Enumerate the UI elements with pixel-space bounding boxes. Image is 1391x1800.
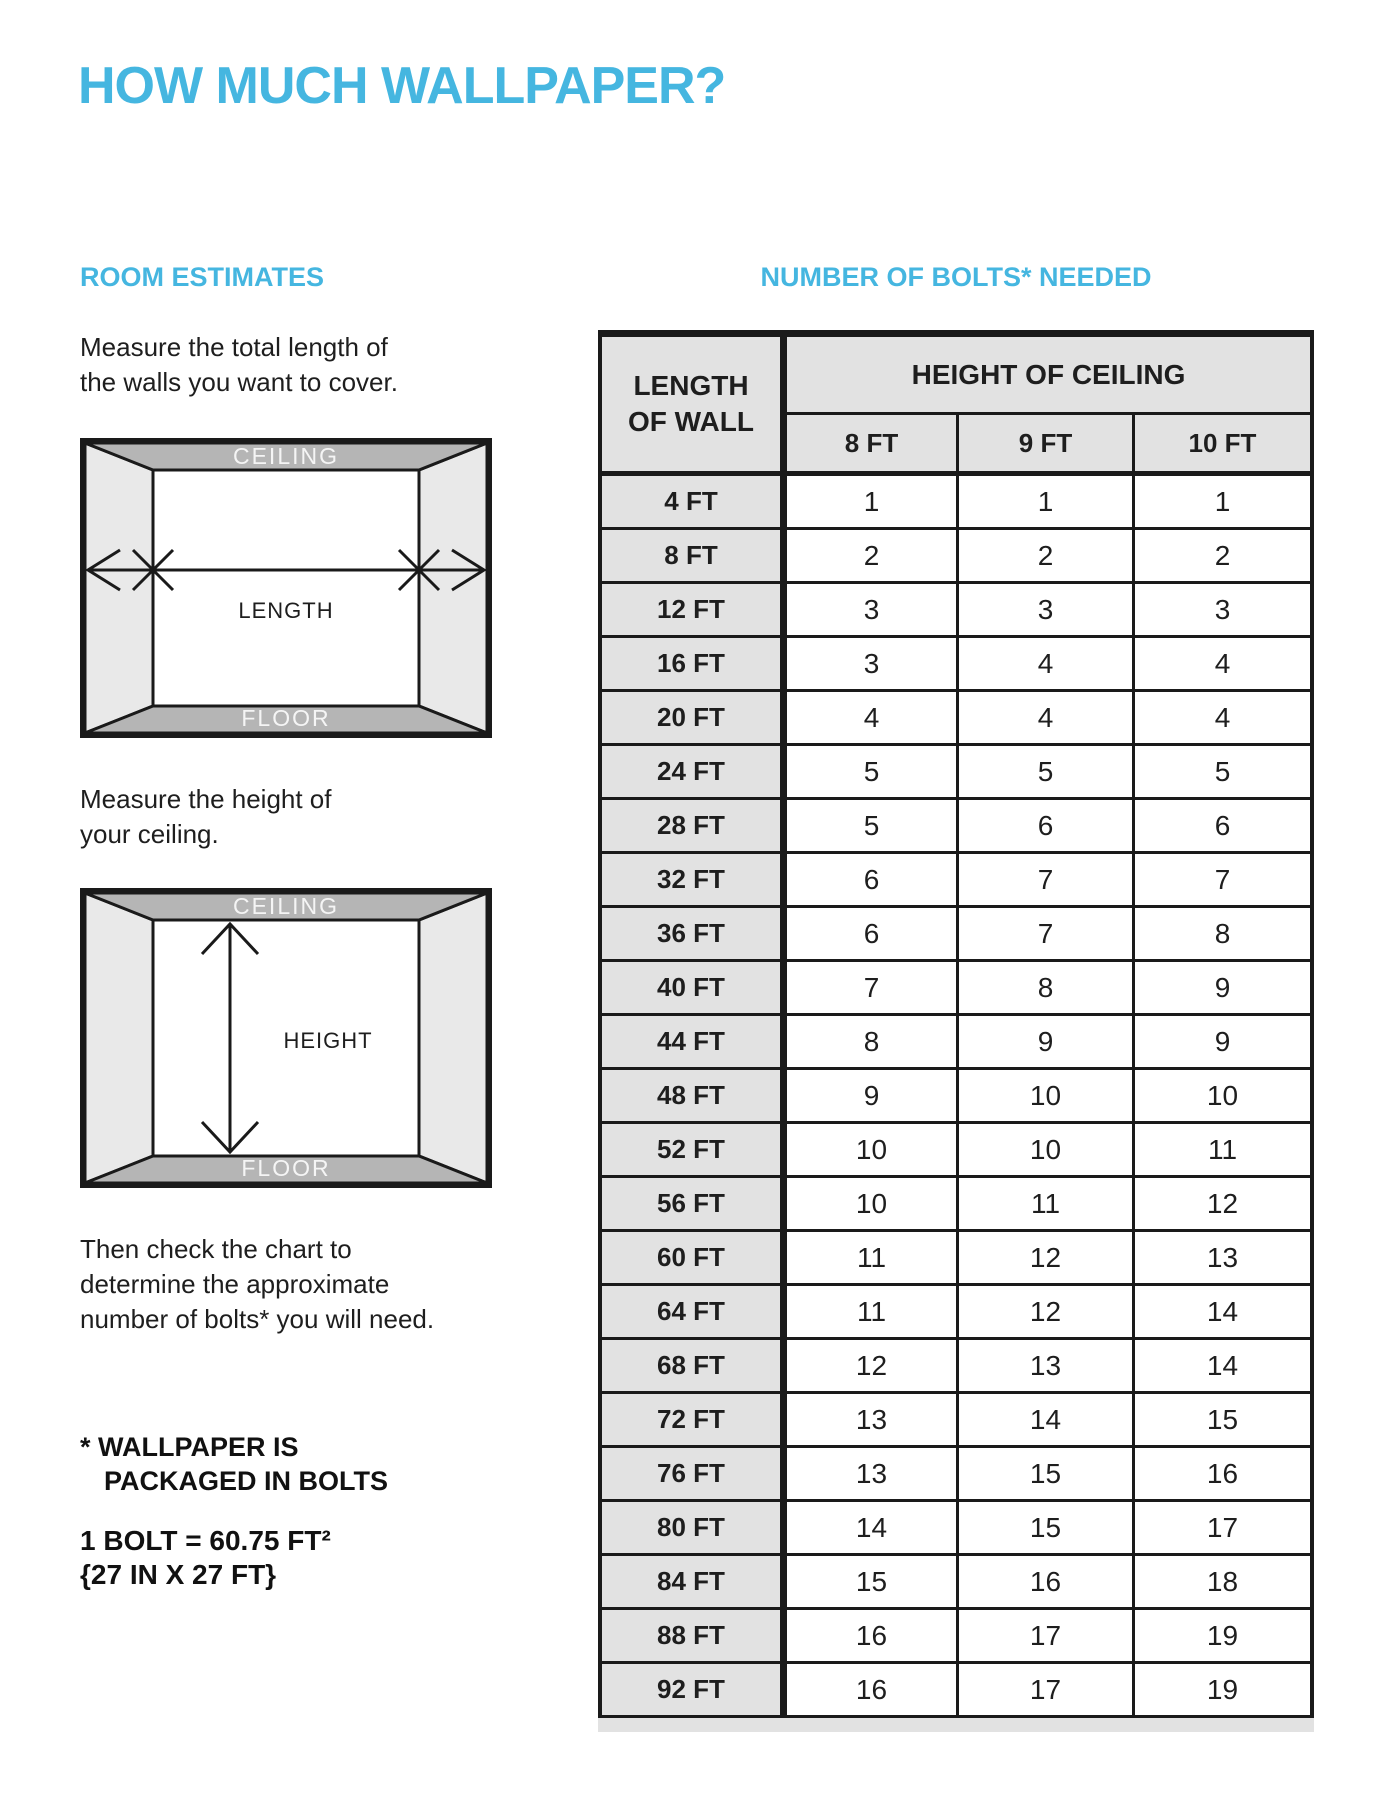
corner-header-line2: OF WALL xyxy=(628,406,754,437)
table-row xyxy=(602,1610,1310,1664)
bolts-table-body xyxy=(602,476,1310,1718)
cell-value: 2 xyxy=(956,530,1132,584)
table-row xyxy=(602,692,1310,746)
height-label: HEIGHT xyxy=(283,1028,373,1053)
room-height-diagram-svg xyxy=(80,888,492,1188)
row-label: 52 FT xyxy=(602,1124,780,1178)
table-row xyxy=(602,530,1310,584)
cell-value: 5 xyxy=(780,746,956,800)
back-wall-shape xyxy=(153,470,419,706)
wallpaper-footnote-line1: * WALLPAPER IS xyxy=(80,1432,299,1462)
table-row xyxy=(602,1232,1310,1286)
cell-value: 7 xyxy=(1132,854,1310,908)
table-row xyxy=(602,1664,1310,1718)
row-label: 28 FT xyxy=(602,800,780,854)
column-group-header-height-of-ceiling: HEIGHT OF CEILING xyxy=(780,337,1310,415)
cell-value: 10 xyxy=(780,1178,956,1232)
instruction-chart-line3: number of bolts* you will need. xyxy=(80,1304,435,1334)
cell-value: 11 xyxy=(780,1232,956,1286)
cell-value: 1 xyxy=(780,476,956,530)
room-length-diagram xyxy=(80,438,492,738)
cell-value: 10 xyxy=(956,1070,1132,1124)
floor-label: FLOOR xyxy=(241,1155,331,1181)
instruction-height-line1: Measure the height of xyxy=(80,784,332,814)
table-row xyxy=(602,1502,1310,1556)
cell-value: 5 xyxy=(780,800,956,854)
instruction-length xyxy=(80,330,398,400)
table-row xyxy=(602,1124,1310,1178)
cell-value: 4 xyxy=(1132,638,1310,692)
instruction-chart-line2: determine the approximate xyxy=(80,1269,390,1299)
cell-value: 10 xyxy=(780,1124,956,1178)
row-label: 56 FT xyxy=(602,1178,780,1232)
cell-value: 15 xyxy=(780,1556,956,1610)
instruction-chart xyxy=(80,1232,434,1337)
row-label: 20 FT xyxy=(602,692,780,746)
instruction-length-line2: the walls you want to cover. xyxy=(80,367,398,397)
cell-value: 11 xyxy=(1132,1124,1310,1178)
cell-value: 15 xyxy=(956,1448,1132,1502)
wallpaper-footnote-line2: PACKAGED IN BOLTS xyxy=(104,1466,389,1496)
cell-value: 11 xyxy=(956,1178,1132,1232)
cell-value: 10 xyxy=(1132,1070,1310,1124)
cell-value: 12 xyxy=(780,1340,956,1394)
bolt-definition xyxy=(80,1524,331,1592)
cell-value: 9 xyxy=(956,1016,1132,1070)
column-header-10ft: 10 FT xyxy=(1132,415,1310,471)
bolt-definition-line1: 1 BOLT = 60.75 FT² xyxy=(80,1525,331,1556)
table-row xyxy=(602,854,1310,908)
cell-value: 13 xyxy=(780,1448,956,1502)
cell-value: 3 xyxy=(1132,584,1310,638)
ceiling-label: CEILING xyxy=(232,893,340,919)
instruction-height xyxy=(80,782,332,852)
cell-value: 5 xyxy=(1132,746,1310,800)
row-label: 36 FT xyxy=(602,908,780,962)
row-label: 8 FT xyxy=(602,530,780,584)
cell-value: 4 xyxy=(956,692,1132,746)
cell-value: 16 xyxy=(956,1556,1132,1610)
floor-label: FLOOR xyxy=(241,705,331,731)
cell-value: 17 xyxy=(956,1610,1132,1664)
cell-value: 17 xyxy=(956,1664,1132,1718)
cell-value: 6 xyxy=(780,908,956,962)
table-row xyxy=(602,1070,1310,1124)
table-row xyxy=(602,584,1310,638)
row-label: 76 FT xyxy=(602,1448,780,1502)
cell-value: 7 xyxy=(780,962,956,1016)
cell-value: 19 xyxy=(1132,1610,1310,1664)
cell-value: 9 xyxy=(780,1070,956,1124)
cell-value: 6 xyxy=(780,854,956,908)
bolts-table-heading: NUMBER OF BOLTS* NEEDED xyxy=(760,262,1152,292)
cell-value: 7 xyxy=(956,854,1132,908)
table-row xyxy=(602,962,1310,1016)
row-label: 4 FT xyxy=(602,476,780,530)
cell-value: 15 xyxy=(1132,1394,1310,1448)
cell-value: 10 xyxy=(956,1124,1132,1178)
cell-value: 8 xyxy=(1132,908,1310,962)
table-row xyxy=(602,1178,1310,1232)
table-row xyxy=(602,1340,1310,1394)
cell-value: 4 xyxy=(780,692,956,746)
row-label: 88 FT xyxy=(602,1610,780,1664)
row-label: 44 FT xyxy=(602,1016,780,1070)
table-row xyxy=(602,908,1310,962)
cell-value: 14 xyxy=(780,1502,956,1556)
room-height-diagram xyxy=(80,888,492,1188)
row-label: 80 FT xyxy=(602,1502,780,1556)
instruction-length-line1: Measure the total length of xyxy=(80,332,388,362)
cell-value: 7 xyxy=(956,908,1132,962)
table-row xyxy=(602,476,1310,530)
cell-value: 4 xyxy=(956,638,1132,692)
column-header-8ft: 8 FT xyxy=(780,415,956,471)
room-estimates-heading: ROOM ESTIMATES xyxy=(80,262,325,292)
cell-value: 14 xyxy=(1132,1340,1310,1394)
cell-value: 13 xyxy=(1132,1232,1310,1286)
table-row xyxy=(602,1448,1310,1502)
cell-value: 3 xyxy=(780,584,956,638)
instruction-chart-line1: Then check the chart to xyxy=(80,1234,352,1264)
cell-value: 12 xyxy=(1132,1178,1310,1232)
cell-value: 19 xyxy=(1132,1664,1310,1718)
row-label: 16 FT xyxy=(602,638,780,692)
cell-value: 6 xyxy=(956,800,1132,854)
length-label: LENGTH xyxy=(238,598,334,623)
corner-header-line1: LENGTH xyxy=(633,370,749,401)
row-label: 64 FT xyxy=(602,1286,780,1340)
table-row xyxy=(602,638,1310,692)
cell-value: 4 xyxy=(1132,692,1310,746)
cell-value: 3 xyxy=(780,638,956,692)
cell-value: 14 xyxy=(956,1394,1132,1448)
row-label: 32 FT xyxy=(602,854,780,908)
row-label: 24 FT xyxy=(602,746,780,800)
cell-value: 12 xyxy=(956,1232,1132,1286)
row-label: 68 FT xyxy=(602,1340,780,1394)
cell-value: 5 xyxy=(956,746,1132,800)
cell-value: 11 xyxy=(780,1286,956,1340)
row-label: 40 FT xyxy=(602,962,780,1016)
cell-value: 8 xyxy=(780,1016,956,1070)
cell-value: 13 xyxy=(956,1340,1132,1394)
row-label: 12 FT xyxy=(602,584,780,638)
cell-value: 2 xyxy=(780,530,956,584)
cell-value: 3 xyxy=(956,584,1132,638)
table-row xyxy=(602,1556,1310,1610)
cell-value: 17 xyxy=(1132,1502,1310,1556)
column-header-9ft: 9 FT xyxy=(956,415,1132,471)
table-row xyxy=(602,1394,1310,1448)
wallpaper-footnote xyxy=(80,1430,388,1498)
cell-value: 16 xyxy=(780,1610,956,1664)
left-wall-shape xyxy=(85,893,153,1183)
cell-value: 8 xyxy=(956,962,1132,1016)
table-row xyxy=(602,746,1310,800)
ceiling-label: CEILING xyxy=(232,443,340,469)
cell-value: 18 xyxy=(1132,1556,1310,1610)
row-label: 60 FT xyxy=(602,1232,780,1286)
row-label: 92 FT xyxy=(602,1664,780,1718)
cell-value: 9 xyxy=(1132,1016,1310,1070)
row-label: 48 FT xyxy=(602,1070,780,1124)
right-wall-shape xyxy=(419,893,487,1183)
cell-value: 16 xyxy=(1132,1448,1310,1502)
row-label: 84 FT xyxy=(602,1556,780,1610)
bolt-definition-line2: {27 IN X 27 FT} xyxy=(80,1559,277,1590)
cell-value: 16 xyxy=(780,1664,956,1718)
table-row xyxy=(602,800,1310,854)
cell-value: 6 xyxy=(1132,800,1310,854)
cell-value: 14 xyxy=(1132,1286,1310,1340)
cell-value: 1 xyxy=(956,476,1132,530)
cell-value: 2 xyxy=(1132,530,1310,584)
table-row xyxy=(602,1016,1310,1070)
table-bottom-strip xyxy=(598,1718,1314,1732)
cell-value: 9 xyxy=(1132,962,1310,1016)
cell-value: 15 xyxy=(956,1502,1132,1556)
cell-value: 13 xyxy=(780,1394,956,1448)
bolts-table xyxy=(598,330,1314,1718)
corner-header-length-of-wall xyxy=(602,337,780,471)
bolts-table-header xyxy=(602,337,1310,476)
cell-value: 12 xyxy=(956,1286,1132,1340)
cell-value: 1 xyxy=(1132,476,1310,530)
room-length-diagram-svg xyxy=(80,438,492,738)
instruction-height-line2: your ceiling. xyxy=(80,819,219,849)
table-row xyxy=(602,1286,1310,1340)
row-label: 72 FT xyxy=(602,1394,780,1448)
page-title: HOW MUCH WALLPAPER? xyxy=(78,57,726,115)
